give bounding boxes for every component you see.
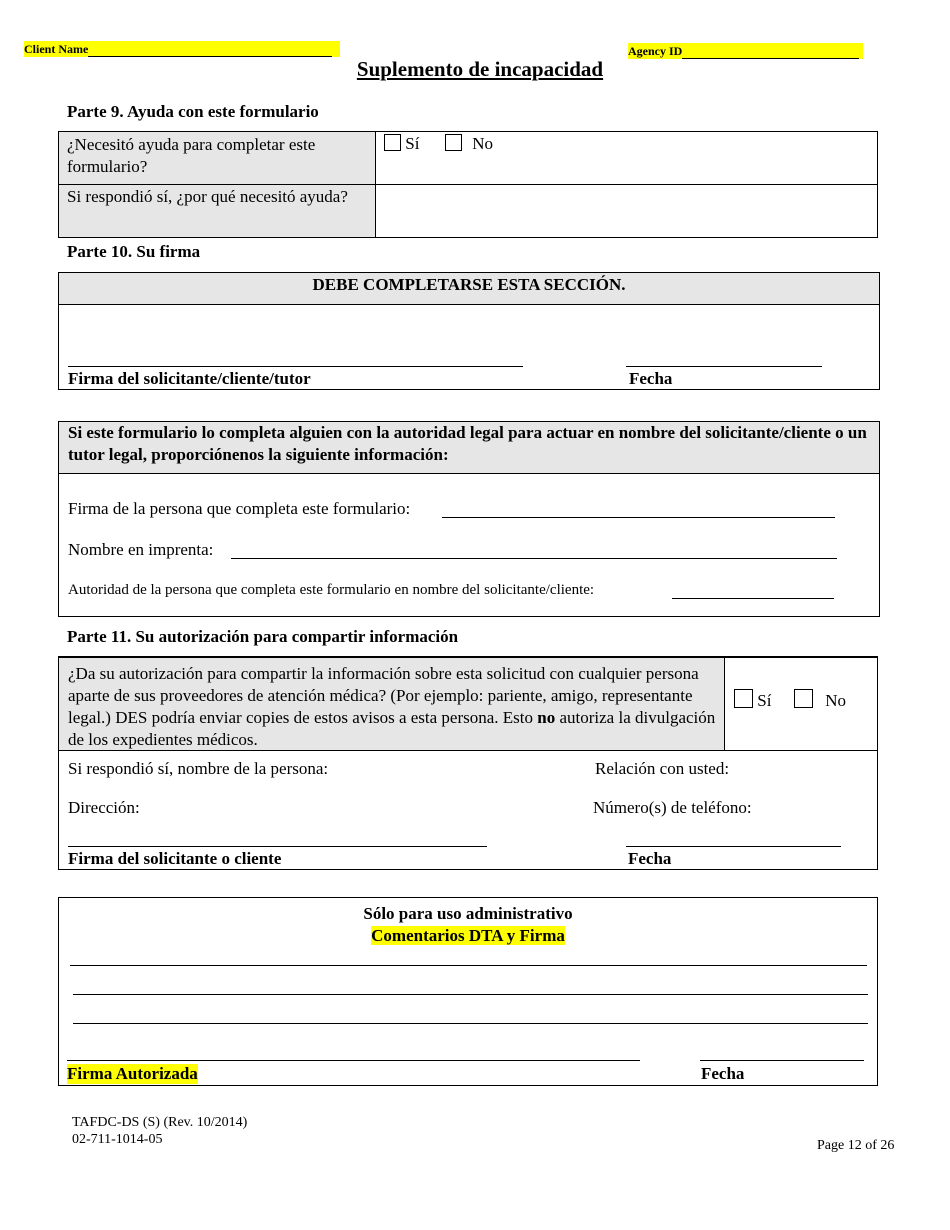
part9-no-option[interactable] (445, 133, 493, 155)
admin-comment-line-1[interactable] (70, 965, 867, 966)
part11-address-label: Dirección: (68, 798, 140, 817)
part9-table (58, 131, 878, 238)
part11-phone-label: Número(s) de teléfono: (593, 798, 752, 817)
part11-no-checkbox[interactable] (794, 689, 813, 708)
part11-yes-label: Sí (757, 691, 772, 710)
admin-date-label: Fecha (701, 1064, 745, 1083)
part10-box (58, 272, 880, 390)
part9-heading: Parte 9. Ayuda con este formulario (67, 102, 319, 121)
part11-question-bold: no (537, 708, 556, 727)
legal-rep-box (58, 421, 880, 617)
part11-question-pre: ¿Da su autorización para compartir la información sobre esta solicitud con cualquier persona aparte de sus proveedores de atención médica? (Por ejemplo: pariente, amigo, representante legal.) DES podría enviar copies de estos avisos a esta persona. Esto (68, 664, 699, 727)
part9-no-label: No (472, 134, 494, 153)
part11-signature-line[interactable] (68, 846, 487, 847)
part10-signature-label: Firma del solicitante/cliente/tutor (68, 369, 311, 388)
legal-signature-line[interactable] (442, 517, 835, 518)
part11-date-line[interactable] (626, 846, 841, 847)
part9-yes-option[interactable] (384, 133, 419, 155)
part11-question-post: autoriza la divulgación de los expedientes médicos. (68, 708, 716, 749)
part9-yes-label: Sí (405, 134, 420, 153)
legal-signature-label: Firma de la persona que completa este formulario: (68, 499, 411, 518)
part9-question-1: ¿Necesitó ayuda para completar este formulario? (67, 135, 316, 176)
part11-signature-label: Firma del solicitante o cliente (68, 849, 282, 868)
part11-question (68, 663, 723, 751)
part11-box (58, 656, 878, 870)
part11-relation-label: Relación con usted: (595, 759, 730, 778)
part10-date-label: Fecha (629, 369, 673, 388)
admin-comment-line-3[interactable] (73, 1023, 868, 1024)
part11-heading: Parte 11. Su autorización para compartir información (67, 627, 459, 646)
part11-date-label: Fecha (628, 849, 672, 868)
agency-id-label: Agency ID (628, 44, 683, 58)
client-name-label: Client Name (24, 42, 89, 56)
part10-banner: DEBE COMPLETARSE ESTA SECCIÓN. (59, 273, 879, 305)
page-title: Suplemento de incapacidad (356, 57, 604, 81)
part10-heading: Parte 10. Su firma (67, 242, 201, 261)
admin-box (58, 897, 878, 1086)
legal-authority-label: Autoridad de la persona que completa este formulario en nombre del solicitante/cliente: (68, 582, 595, 598)
part10-signature-line[interactable] (68, 366, 523, 367)
admin-date-line[interactable] (700, 1060, 864, 1061)
admin-title: Sólo para uso administrativo (363, 904, 573, 923)
footer-code: 02-711-1014-05 (72, 1132, 163, 1147)
admin-subtitle-wrap (59, 926, 877, 946)
part9-question-2: Si respondió sí, ¿por qué necesitó ayuda? (67, 187, 348, 206)
legal-authority-line[interactable] (672, 598, 834, 599)
part11-no-label: No (825, 691, 847, 710)
part9-reason-field[interactable] (376, 185, 877, 237)
client-name-field[interactable] (24, 41, 340, 57)
admin-signature-line[interactable] (67, 1060, 640, 1061)
part11-yes-checkbox[interactable] (734, 689, 753, 708)
part11-no-option[interactable] (794, 689, 846, 712)
legal-rep-intro: Si este formulario lo completa alguien con la autoridad legal para actuar en nombre del solicitante/cliente o un tutor legal, proporciónenos la siguiente información: (59, 422, 879, 474)
client-name-line (88, 43, 332, 57)
part9-yes-checkbox[interactable] (384, 134, 401, 151)
part11-name-label: Si respondió sí, nombre de la persona: (68, 759, 329, 778)
part11-yes-option[interactable] (734, 689, 771, 712)
admin-comment-line-2[interactable] (73, 994, 868, 995)
footer-form-id: TAFDC-DS (S) (Rev. 10/2014) (72, 1115, 248, 1130)
part9-no-checkbox[interactable] (445, 134, 462, 151)
part10-date-line[interactable] (626, 366, 822, 367)
admin-subtitle: Comentarios DTA y Firma (371, 926, 565, 945)
admin-signature-label: Firma Autorizada (67, 1064, 198, 1083)
legal-print-label: Nombre en imprenta: (68, 540, 214, 559)
legal-print-line[interactable] (231, 558, 837, 559)
footer-page-number: Page 12 of 26 (817, 1138, 895, 1153)
